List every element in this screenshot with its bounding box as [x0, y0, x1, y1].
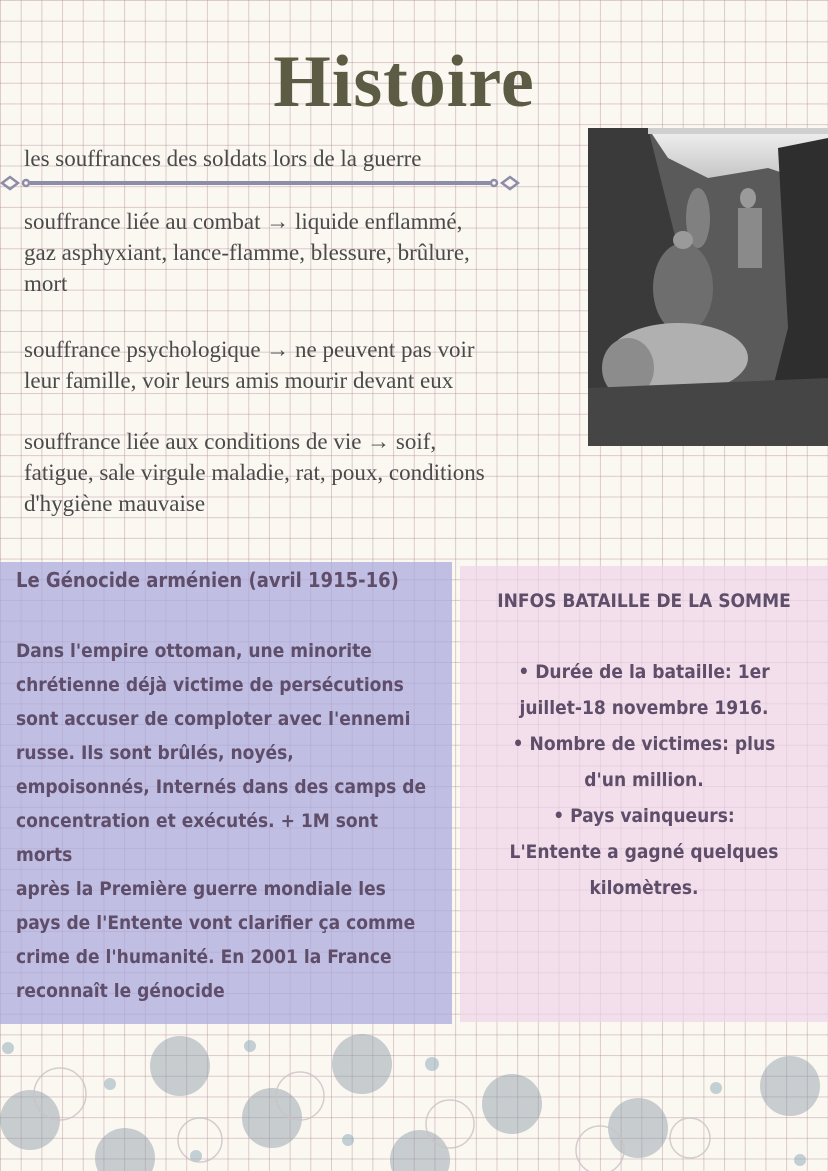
paragraph-combat	[24, 206, 599, 299]
genocide-title: Le Génocide arménien (avril 1915-16)	[16, 568, 399, 592]
text-line: L'Entente a gagné quelques	[509, 841, 779, 863]
text-line: concentration et exécutés. + 1M sont	[16, 810, 378, 832]
text-line: • Nombre de victimes: plus	[512, 733, 776, 755]
text-line: sont accuser de comploter avec l'ennemi	[16, 708, 411, 730]
text-line: leur famille, voir leurs amis mourir devant eux	[24, 368, 454, 393]
text-line: fatigue, sale virgule maladie, rat, poux, conditions	[24, 460, 485, 485]
text-line: gaz asphyxiant, lance-flamme, blessure, brûlure,	[24, 240, 470, 265]
text-line: Dans l'empire ottoman, une minorite	[16, 640, 372, 662]
text-line: reconnaît le génocide	[16, 980, 225, 1002]
text-line: juillet-18 novembre 1916.	[519, 697, 769, 719]
somme-body	[460, 654, 828, 906]
text-line: chrétienne déjà victime de persécutions	[16, 674, 404, 696]
text-line: souffrance psychologique → ne peuvent pas voir	[24, 337, 475, 362]
somme-title: INFOS BATAILLE DE LA SOMME	[497, 590, 791, 612]
text-line: empoisonnés, Internés dans des camps de	[16, 776, 427, 798]
text-line: • Durée de la bataille: 1er	[518, 661, 770, 683]
text-line: d'hygiène mauvaise	[24, 491, 206, 516]
text-line: russe. Ils sont brûlés, noyés,	[16, 742, 294, 764]
subtitle: les souffrances des soldats lors de la guerre	[24, 146, 422, 171]
text-line: kilomètres.	[589, 877, 699, 899]
text-line: morts	[16, 844, 73, 866]
divider	[0, 174, 520, 192]
page-title: Histoire	[273, 41, 535, 123]
text-line: souffrance liée au combat → liquide enflammé,	[24, 209, 463, 234]
text-line: crime de l'humanité. En 2001 la France	[16, 946, 392, 968]
paragraph-psychologique	[24, 334, 599, 396]
trench-photo-image	[588, 128, 828, 446]
text-line: pays de l'Entente vont clarifier ça comme	[16, 912, 416, 934]
text-line: mort	[24, 271, 68, 296]
decorative-dots	[0, 1030, 828, 1171]
genocide-body	[16, 634, 452, 1008]
text-line: souffrance liée aux conditions de vie → soif,	[24, 429, 437, 454]
paragraph-conditions	[24, 426, 599, 519]
trench-photo	[588, 128, 828, 446]
text-line: d'un million.	[584, 769, 704, 791]
text-line: après la Première guerre mondiale les	[16, 878, 386, 900]
text-line: • Pays vainqueurs:	[553, 805, 735, 827]
